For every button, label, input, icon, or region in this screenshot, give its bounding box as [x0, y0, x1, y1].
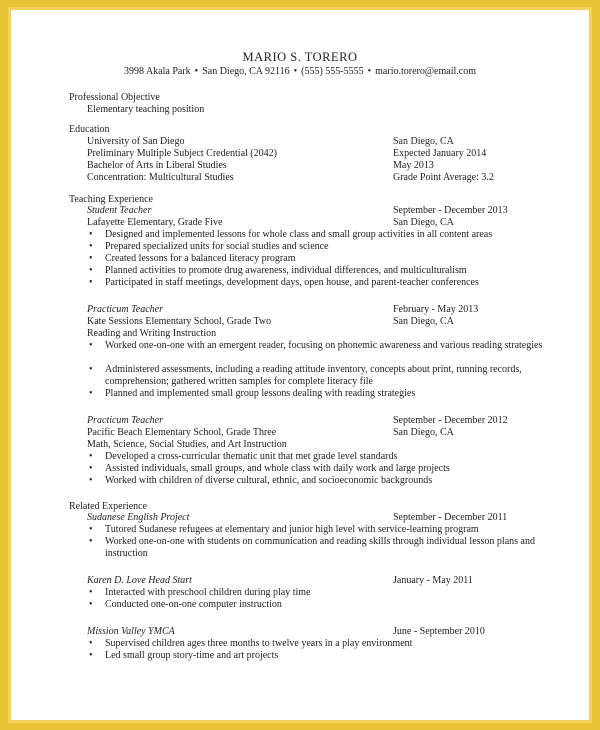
bullet-item	[89, 229, 555, 241]
phone: (555) 555-5555	[301, 66, 364, 77]
bullet-text: Participated in staff meetings, development days, open house, and parent-teacher conferences	[105, 277, 479, 288]
job-location: San Diego, CA	[393, 427, 454, 438]
bullet-item	[89, 524, 555, 536]
job-subtitle: Math, Science, Social Studies, and Art Instruction	[87, 439, 287, 450]
bullet-icon: •	[89, 599, 93, 610]
job-subtitle: Reading and Writing Instruction	[87, 328, 217, 339]
bullet-icon: •	[89, 536, 93, 547]
objective-text: Elementary teaching position	[87, 104, 205, 115]
job-place: Pacific Beach Elementary School, Grade Three	[87, 427, 277, 438]
bullet-icon: •	[89, 340, 93, 351]
education-detail: Preliminary Multiple Subject Credential (2042)	[87, 148, 277, 159]
bullet-item	[89, 463, 555, 475]
bullet-text: Interacted with preschool children during play time	[105, 587, 311, 598]
job-dates: September - December 2011	[393, 512, 508, 523]
bullet-icon: •	[89, 241, 93, 252]
section-heading-related: Related Experience	[69, 501, 148, 512]
bullet-text: Worked with children of diverse cultural, ethnic, and socioeconomic backgrounds	[105, 475, 433, 486]
school-name: University of San Diego	[87, 136, 185, 147]
bullet-text: Planned activities to promote drug awareness, individual differences, and multiculturalism	[105, 265, 467, 276]
bullet-icon: •	[89, 463, 93, 474]
bullet-item	[89, 277, 555, 289]
bullet-item	[89, 475, 555, 487]
job-role: Karen D. Love Head Start	[87, 575, 192, 586]
bullet-text: Tutored Sudanese refugees at elementary and junior high level with service-learning program	[105, 524, 479, 535]
email: mario.torero@email.com	[375, 66, 476, 77]
bullet-item	[89, 451, 555, 463]
bullet-icon: •	[89, 587, 93, 598]
bullet-icon: •	[89, 364, 93, 375]
bullet-text: Supervised children ages three months to twelve years in a play environment	[105, 638, 413, 649]
bullet-item	[89, 536, 555, 560]
job-dates: January - May 2011	[393, 575, 473, 586]
address: 3998 Akala Park	[124, 66, 191, 77]
bullet-text: Developed a cross-curricular thematic unit that met grade level standards	[105, 451, 398, 462]
bullet-item	[89, 265, 555, 277]
bullet-icon: •	[89, 265, 93, 276]
education-detail: Concentration: Multicultural Studies	[87, 172, 234, 183]
job-role: Student Teacher	[87, 205, 152, 216]
bullet-text: Worked one-on-one with an emergent reader, focusing on phonemic awareness and various reading strategies	[105, 340, 543, 351]
bullet-item	[89, 388, 555, 400]
bullet-icon: •	[89, 524, 93, 535]
bullet-item	[89, 364, 555, 388]
job-dates: September - December 2013	[393, 205, 508, 216]
bullet-item	[89, 340, 555, 352]
job-place: Lafayette Elementary, Grade Five	[87, 217, 223, 228]
bullet-text: Designed and implemented lessons for whole class and small group activities in all content areas	[105, 229, 493, 240]
bullet-icon: •	[89, 475, 93, 486]
bullet-text: Created lessons for a balanced literacy program	[105, 253, 296, 264]
job-dates: June - September 2010	[393, 626, 485, 637]
job-dates: February - May 2013	[393, 304, 479, 315]
contact-line: 3998 Akala Park • San Diego, CA 92116 • (555) 555-5555 • mario.torero@email.com	[124, 66, 476, 77]
bullet-icon: •	[89, 451, 93, 462]
resume-name: MARIO S. TORERO	[242, 50, 358, 64]
school-location: San Diego, CA	[393, 136, 454, 147]
resume-page	[11, 10, 589, 720]
section-heading-objective: Professional Objective	[69, 92, 160, 103]
education-detail-right: Expected January 2014	[393, 148, 487, 159]
bullet-icon: •	[89, 229, 93, 240]
bullet-text: Administered assessments, including a reading attitude inventory, concepts about print, running records, comprehension; gathered written samples for complete literacy file	[105, 364, 522, 387]
bullet-item	[89, 650, 555, 662]
job-role: Practicum Teacher	[87, 415, 164, 426]
education-detail-right: May 2013	[393, 160, 434, 171]
bullet-text: Conducted one-on-one computer instruction	[105, 599, 282, 610]
bullet-icon: •	[89, 253, 93, 264]
city: San Diego, CA 92116	[202, 66, 290, 77]
job-location: San Diego, CA	[393, 316, 454, 327]
job-dates: September - December 2012	[393, 415, 508, 426]
job-location: San Diego, CA	[393, 217, 454, 228]
bullet-icon: •	[89, 638, 93, 649]
job-role: Mission Valley YMCA	[87, 626, 175, 637]
bullet-text: Worked one-on-one with students on communication and reading skills through individual lesson plans and instruction	[105, 536, 535, 559]
bullet-icon: •	[89, 388, 93, 399]
job-role: Sudanese English Project	[87, 512, 190, 523]
job-place: Kate Sessions Elementary School, Grade Two	[87, 316, 272, 327]
bullet-item	[89, 253, 555, 265]
bullet-text: Assisted individuals, small groups, and whole class with daily work and large projects	[105, 463, 450, 474]
bullet-text: Prepared specialized units for social studies and science	[105, 241, 329, 252]
education-detail: Bachelor of Arts in Liberal Studies	[87, 160, 227, 171]
bullet-item	[89, 599, 555, 611]
bullet-item	[89, 241, 555, 253]
bullet-icon: •	[89, 650, 93, 661]
bullet-text: Led small group story-time and art projects	[105, 650, 279, 661]
education-detail-right: Grade Point Average: 3.2	[393, 172, 494, 183]
job-role: Practicum Teacher	[87, 304, 164, 315]
bullet-item	[89, 638, 555, 650]
section-heading-education: Education	[69, 124, 110, 135]
bullet-item	[89, 587, 555, 599]
section-heading-teaching: Teaching Experience	[69, 194, 153, 205]
bullet-icon: •	[89, 277, 93, 288]
bullet-text: Planned and implemented small group lessons dealing with reading strategies	[105, 388, 416, 399]
